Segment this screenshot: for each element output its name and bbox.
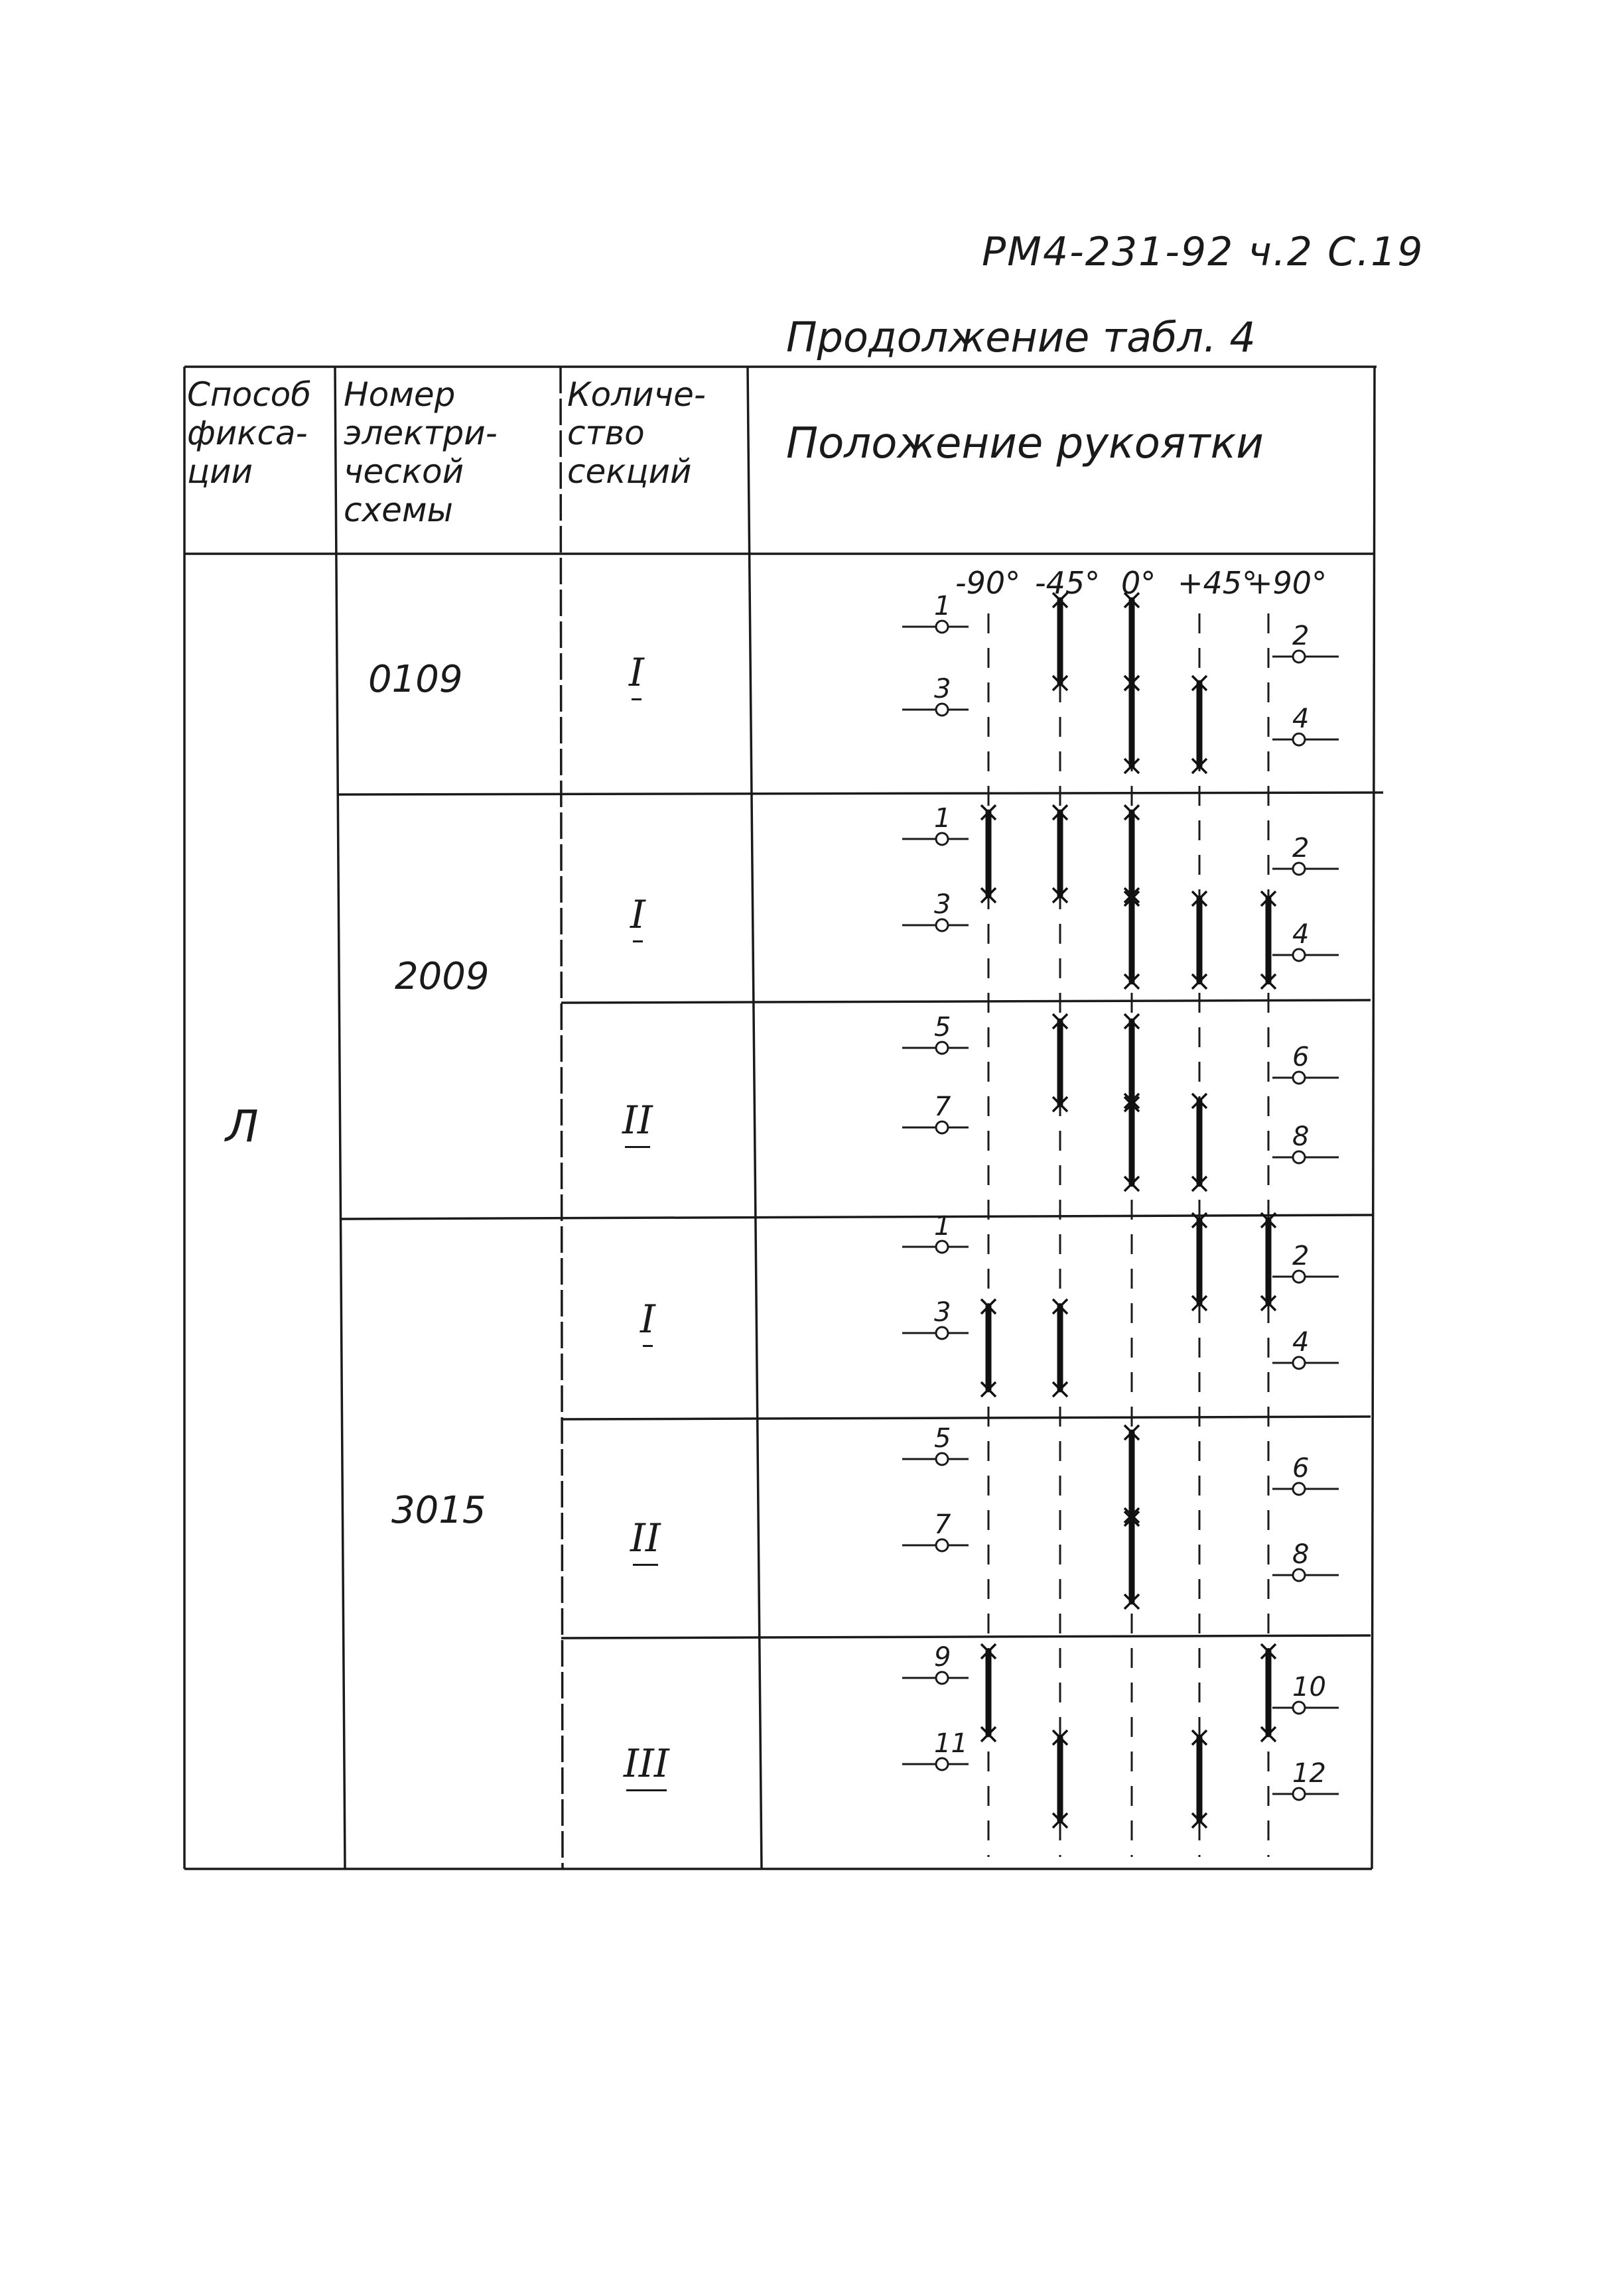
- angle-label: -45°: [1035, 565, 1101, 601]
- header-scheme-number: Номер электри- ческой схемы: [344, 375, 498, 529]
- terminal-number: 3: [934, 674, 951, 704]
- header-method: Способ фикса- ции: [187, 375, 312, 491]
- terminal-number: 10: [1292, 1672, 1326, 1702]
- terminal-number: 3: [934, 1297, 951, 1328]
- terminal-contact: [1293, 1702, 1305, 1714]
- header-sections-count: Количе- ство секций: [567, 375, 706, 491]
- terminal-number: 9: [934, 1642, 951, 1673]
- scheme-number-2009: 2009: [395, 955, 490, 998]
- scheme-separator-1: [337, 793, 1383, 795]
- handle-position-diagram: [902, 565, 1339, 1857]
- terminal-number: 2: [1292, 833, 1310, 863]
- terminal-contact: [1293, 1151, 1305, 1163]
- terminal-number: 8: [1292, 1121, 1310, 1152]
- terminal-number: 12: [1292, 1758, 1326, 1789]
- terminal-number: 5: [934, 1423, 951, 1454]
- scheme-number-3015: 3015: [391, 1489, 486, 1532]
- terminal-number: 4: [1292, 1327, 1310, 1358]
- terminal-contact: [1293, 1357, 1305, 1369]
- terminal-contact: [936, 1453, 948, 1465]
- terminal-contact: [936, 1241, 948, 1253]
- angle-label: +45°: [1178, 565, 1258, 601]
- terminal-contact: [936, 1121, 948, 1133]
- terminal-number: 4: [1292, 919, 1310, 950]
- section-label-2009-1: I: [630, 892, 645, 937]
- terminal-number: 6: [1292, 1453, 1310, 1484]
- terminal-number: 5: [934, 1012, 951, 1043]
- angle-label: +90°: [1247, 565, 1327, 601]
- terminal-contact: [1293, 651, 1305, 663]
- terminal-contact: [1293, 1271, 1305, 1283]
- col-separator-1: [335, 367, 345, 1869]
- terminal-contact: [936, 1042, 948, 1054]
- terminal-contact: [936, 1672, 948, 1684]
- terminal-number: 7: [934, 1509, 951, 1540]
- terminal-contact: [936, 833, 948, 845]
- section-separator-3: [561, 1635, 1371, 1638]
- terminal-contact: [936, 1539, 948, 1551]
- table-continuation-title: Продолжение табл. 4: [786, 313, 1256, 361]
- terminal-contact: [1293, 733, 1305, 745]
- terminal-contact: [1293, 1788, 1305, 1800]
- section-label-3015-1: I: [640, 1297, 655, 1342]
- angle-label: -90°: [955, 565, 1021, 601]
- section-label-2009-2: II: [622, 1098, 653, 1143]
- terminal-number: 3: [934, 889, 951, 920]
- terminal-number: 2: [1292, 1241, 1310, 1271]
- terminal-contact: [1293, 1569, 1305, 1581]
- terminal-contact: [936, 919, 948, 931]
- terminal-contact: [936, 1327, 948, 1339]
- section-label-3015-2: II: [630, 1515, 661, 1561]
- table-border-right: [1372, 367, 1375, 1869]
- terminal-number: 4: [1292, 704, 1310, 734]
- terminal-contact: [1293, 1483, 1305, 1495]
- document-code: РМ4-231-92 ч.2 С.19: [982, 229, 1424, 275]
- terminal-number: 6: [1292, 1042, 1310, 1072]
- terminal-number: 8: [1292, 1539, 1310, 1570]
- terminal-number: 1: [934, 591, 951, 621]
- col-separator-3: [748, 367, 762, 1869]
- terminal-contact: [1293, 863, 1305, 875]
- terminal-number: 1: [934, 1211, 951, 1242]
- section-label-0109-1: I: [629, 650, 644, 695]
- terminal-number: 2: [1292, 621, 1310, 651]
- terminal-contact: [1293, 1072, 1305, 1084]
- method-value: Л: [226, 1101, 259, 1152]
- header-handle-position: Положение рукоятки: [786, 419, 1264, 468]
- terminal-contact: [936, 1758, 948, 1770]
- terminal-contact: [936, 621, 948, 633]
- section-label-3015-3: III: [624, 1741, 669, 1786]
- section-separator-1: [561, 1000, 1371, 1003]
- scheme-separator-2: [342, 1215, 1372, 1219]
- angle-label: 0°: [1121, 565, 1156, 601]
- terminal-number: 1: [934, 803, 951, 834]
- terminal-contact: [1293, 949, 1305, 961]
- scheme-number-0109: 0109: [368, 658, 463, 701]
- terminal-contact: [936, 704, 948, 716]
- terminal-number: 7: [934, 1092, 951, 1122]
- section-separator-2: [561, 1417, 1371, 1419]
- terminal-number: 11: [934, 1728, 968, 1759]
- col-separator-2: [561, 367, 563, 1869]
